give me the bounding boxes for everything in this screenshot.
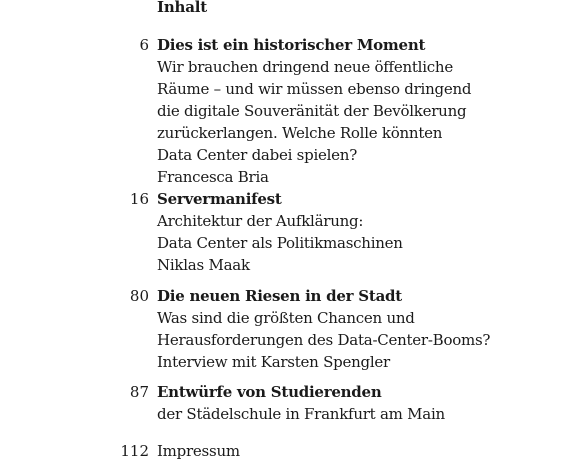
entry-author: Niklas Maak bbox=[157, 256, 250, 274]
entry-line: die digitale Souveränität der Bevölkerung bbox=[157, 102, 467, 120]
entry-page-number: 112 bbox=[120, 442, 149, 460]
entry-body bbox=[157, 34, 577, 188]
entry-title: Die neuen Riesen in der Stadt bbox=[157, 287, 402, 305]
entry-line: Räume – und wir müssen ebenso dringend bbox=[157, 80, 472, 98]
entry-line: Impressum bbox=[157, 442, 240, 460]
toc-heading: Inhalt bbox=[157, 0, 207, 16]
entry-line: Wir brauchen dringend neue öffentliche bbox=[157, 58, 453, 76]
entry-page-number: 87 bbox=[129, 383, 149, 401]
entry-title: Entwürfe von Studierenden bbox=[157, 383, 382, 401]
entry-author: Interview mit Karsten Spengler bbox=[157, 353, 390, 371]
entry-line: Was sind die größten Chancen und bbox=[157, 309, 415, 327]
entry-body bbox=[157, 188, 577, 276]
entry-author: Francesca Bria bbox=[157, 168, 269, 186]
entry-page-number: 80 bbox=[129, 287, 149, 305]
entry-line: der Städelschule in Frankfurt am Main bbox=[157, 405, 445, 423]
entry-line: Herausforderungen des Data-Center-Booms? bbox=[157, 331, 491, 349]
entry-line: Data Center als Politikmaschinen bbox=[157, 234, 403, 252]
entry-body bbox=[157, 285, 577, 373]
entry-page-number: 16 bbox=[129, 190, 149, 208]
entry-line: zurückerlangen. Welche Rolle könnten bbox=[157, 124, 443, 142]
entry-title: Dies ist ein historischer Moment bbox=[157, 36, 426, 54]
entry-line: Data Center dabei spielen? bbox=[157, 146, 358, 164]
entry-body bbox=[157, 381, 577, 425]
entry-body bbox=[157, 440, 577, 462]
entry-page-number: 6 bbox=[139, 36, 149, 54]
entry-line: Architektur der Aufklärung: bbox=[157, 212, 364, 230]
entry-title: Servermanifest bbox=[157, 190, 282, 208]
